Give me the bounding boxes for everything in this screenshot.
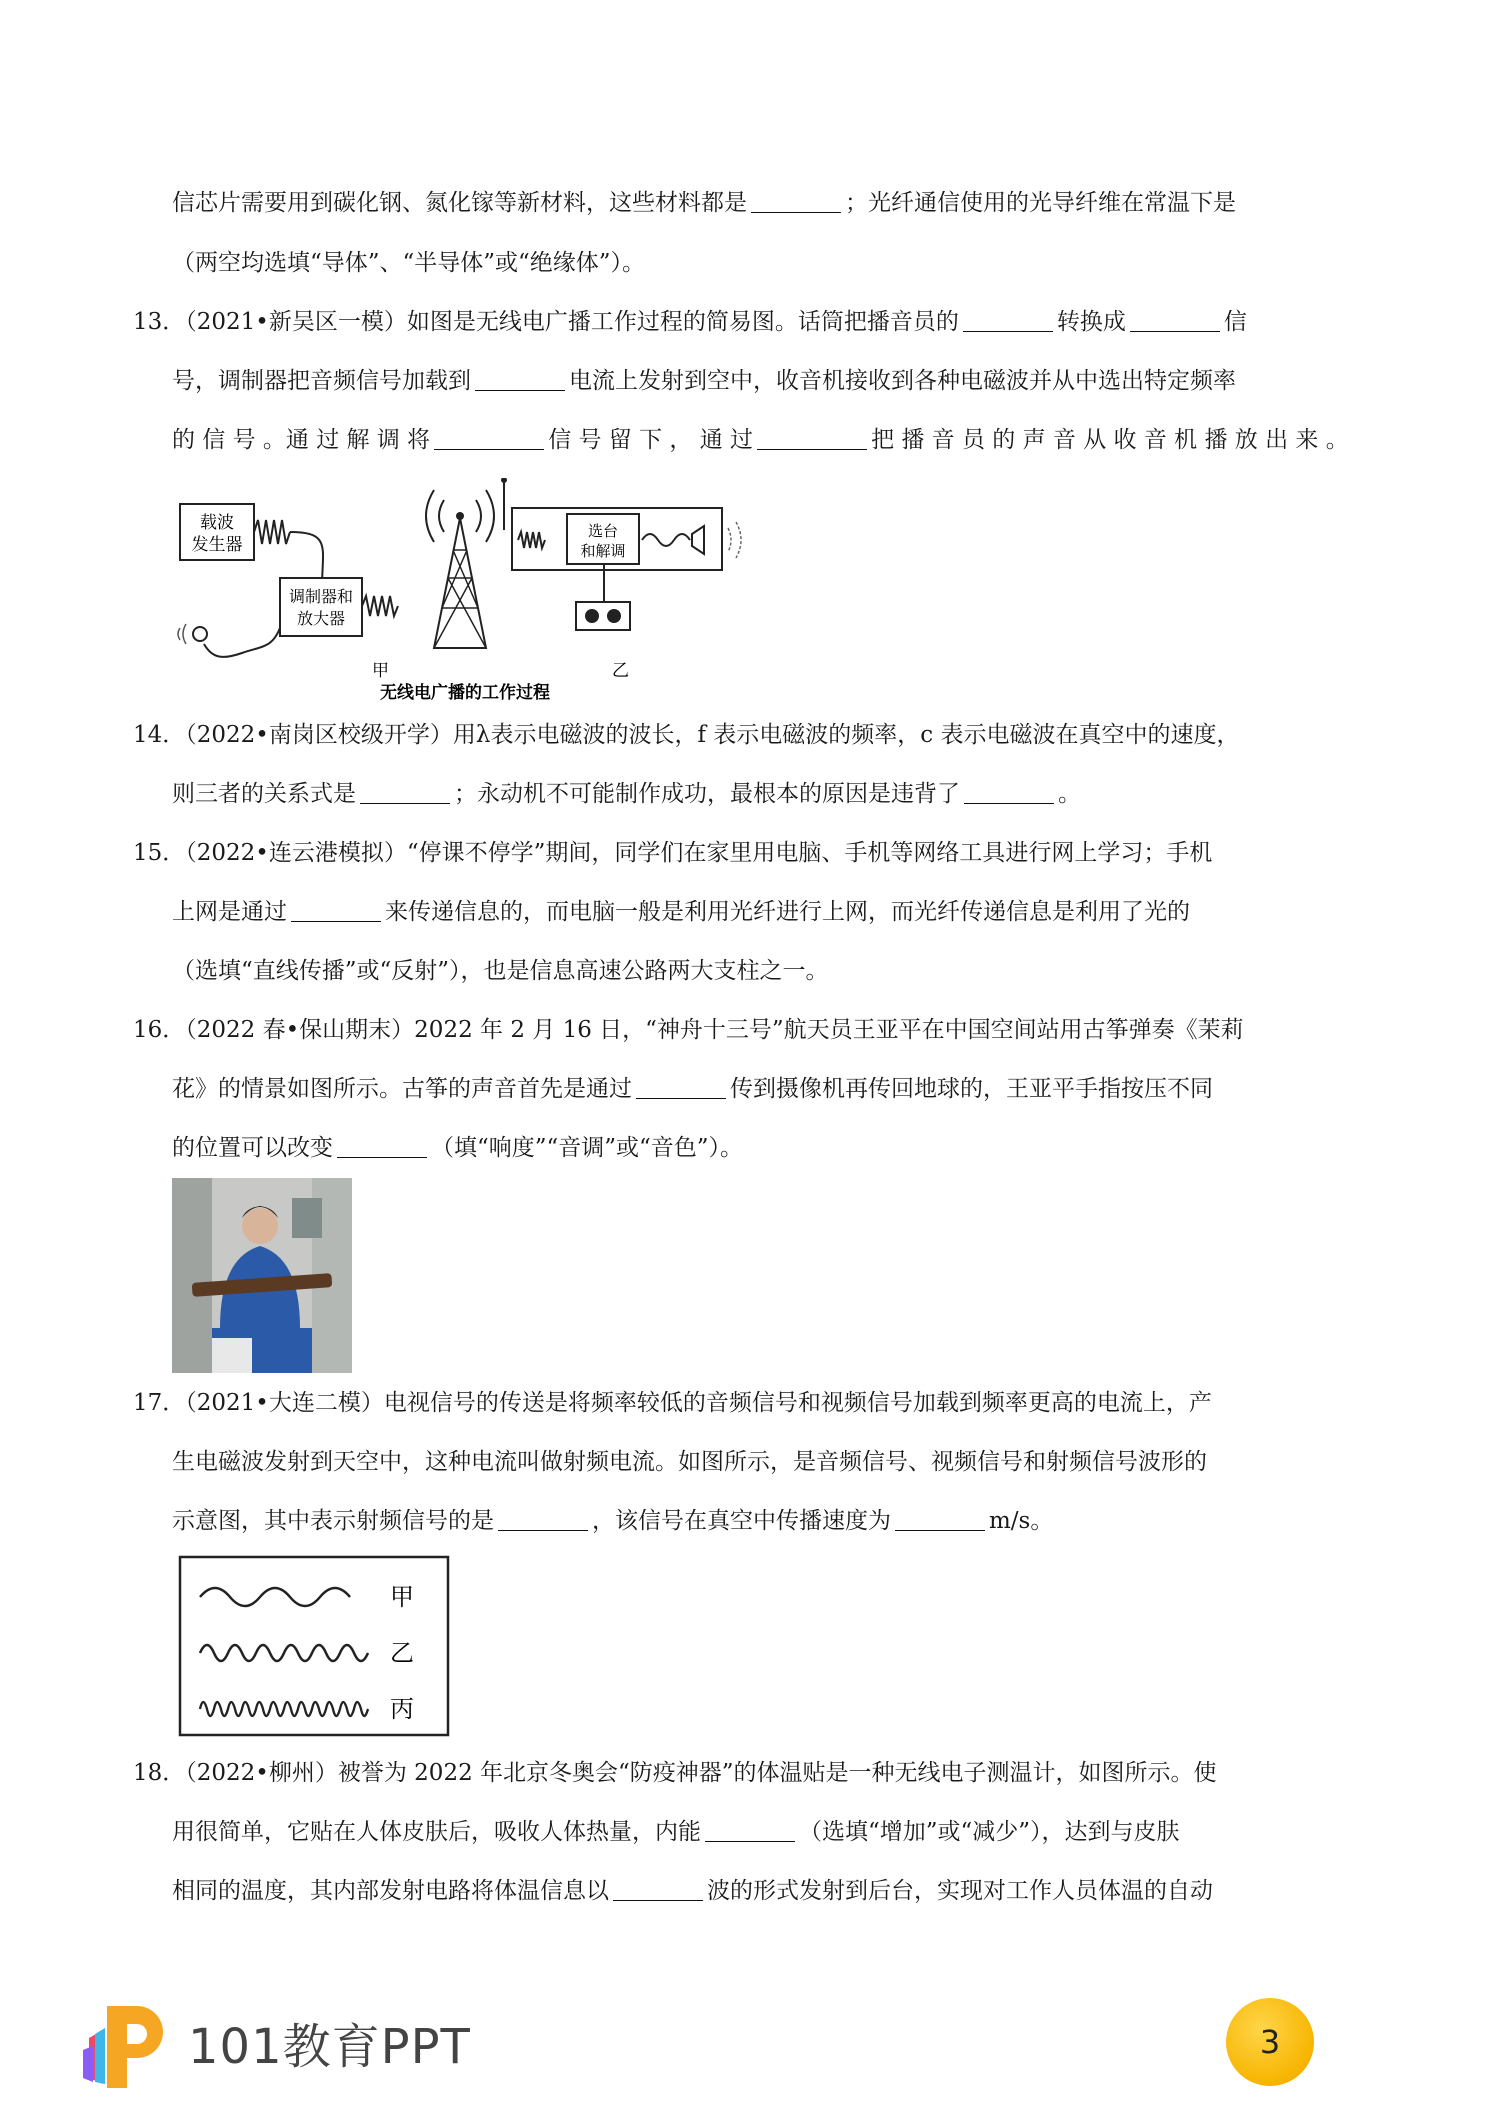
question-15: 15．（2022•连云港模拟）“停课不停学”期间，同学们在家里用电脑、手机等网络工具进行网上学习；手机	[133, 840, 1213, 866]
answer-blank[interactable]	[434, 448, 544, 450]
wave-label-yi: 乙	[390, 1639, 414, 1667]
wave-label-jia: 甲	[390, 1583, 414, 1611]
carrier-wave	[254, 520, 290, 544]
modulator-label: 调制器和	[288, 587, 354, 606]
carrier-generator-label: 发生器	[191, 535, 243, 555]
question-17: 17．（2021•大连二模）电视信号的传送是将频率较低的音频信号和视频信号加载到频率更高的电流上，产	[133, 1390, 1212, 1416]
answer-blank[interactable]	[751, 211, 841, 213]
answer-blank[interactable]	[1130, 330, 1220, 332]
question-14: 14．（2022•南岗区校级开学）用λ表示电磁波的波长，f 表示电磁波的频率，c 表示电磁波在真空中的速度，	[133, 722, 1240, 748]
tuner-label: 选台	[587, 522, 619, 540]
tuner-label: 和解调	[580, 542, 626, 560]
antenna-tower-icon	[426, 490, 494, 648]
answer-blank[interactable]	[498, 1529, 588, 1531]
text-line: （两空均选填“导体”、“半导体”或“绝缘体”）。	[172, 250, 646, 276]
text-line: 上网是通过 来传递信息的，而电脑一般是利用光纤进行上网，而光纤传递信息是利用了光的	[172, 899, 1190, 925]
answer-blank[interactable]	[360, 802, 450, 804]
diagram-caption: 无线电广播的工作过程	[380, 683, 550, 703]
modulator-label: 放大器	[296, 609, 346, 628]
wave-signal-diagram	[178, 1555, 450, 1737]
text-line: 的位置可以改变 （填“响度”“音调”或“音色”）。	[172, 1135, 744, 1161]
answer-blank[interactable]	[337, 1156, 427, 1158]
answer-blank[interactable]	[963, 330, 1053, 332]
answer-blank[interactable]	[636, 1097, 726, 1099]
wave-label-bing: 丙	[390, 1695, 414, 1723]
question-13: 13．（2021•新吴区一模）如图是无线电广播工作过程的简易图。话筒把播音员的 转换成 信	[133, 309, 1247, 335]
answer-blank[interactable]	[895, 1529, 985, 1531]
text-line: 则三者的关系式是 ；永动机不可能制作成功，最根本的原因是违背了 。	[172, 781, 1081, 807]
text-line: （选填“直线传播”或“反射”），也是信息高速公路两大支柱之一。	[172, 958, 829, 984]
text-line: 花》的情景如图所示。古筝的声音首先是通过 传到摄像机再传回地球的，王亚平手指按压不同	[172, 1076, 1213, 1102]
answer-blank[interactable]	[705, 1840, 795, 1842]
answer-blank[interactable]	[475, 389, 565, 391]
text-line: 生电磁波发射到天空中，这种电流叫做射频电流。如图所示，是音频信号、视频信号和射频信号波形的	[172, 1449, 1207, 1475]
text-line: 示意图，其中表示射频信号的是 ，该信号在真空中传播速度为 m/s。	[172, 1508, 1054, 1534]
answer-blank[interactable]	[757, 448, 867, 450]
label-yi: 乙	[612, 661, 629, 681]
astronaut-guzheng-photo	[172, 1178, 352, 1373]
brand-name: 101教育PPT	[188, 2019, 471, 2075]
label-jia: 甲	[372, 661, 389, 681]
page-number: 3	[1226, 1998, 1314, 2086]
radio-broadcast-diagram	[172, 478, 762, 708]
carrier-generator-label: 载波	[200, 513, 234, 533]
microphone-icon	[193, 627, 207, 641]
text-line: 的 信 号 。通 过 解 调 将 信 号 留 下 ， 通 过 把 播 音 员 的 声 音 从 收 音 机 播 放 出 来 。	[172, 427, 1349, 453]
question-18: 18．（2022•柳州）被誉为 2022 年北京冬奥会“防疫神器”的体温贴是一种无线电子测温计，如图所示。使	[133, 1760, 1217, 1786]
answer-blank[interactable]	[291, 920, 381, 922]
question-16: 16．（2022 春•保山期末）2022 年 2 月 16 日，“神舟十三号”航天员王亚平在中国空间站用古筝弹奏《茉莉	[133, 1017, 1244, 1043]
text-line: 用很简单，它贴在人体皮肤后，吸收人体热量，内能 （选填“增加”或“减少”），达到与皮肤	[172, 1819, 1180, 1845]
text-line: 相同的温度，其内部发射电路将体温信息以 波的形式发射到后台，实现对工作人员体温的自动	[172, 1878, 1213, 1904]
text-line: 信芯片需要用到碳化钢、氮化镓等新材料，这些材料都是 ；光纤通信使用的光导纤维在常温下是	[172, 190, 1236, 216]
text-line: 号，调制器把音频信号加载到 电流上发射到空中，收音机接收到各种电磁波并从中选出特定频率	[172, 368, 1236, 394]
brand-logo-icon	[83, 1998, 183, 2094]
answer-blank[interactable]	[964, 802, 1054, 804]
answer-blank[interactable]	[613, 1899, 703, 1901]
